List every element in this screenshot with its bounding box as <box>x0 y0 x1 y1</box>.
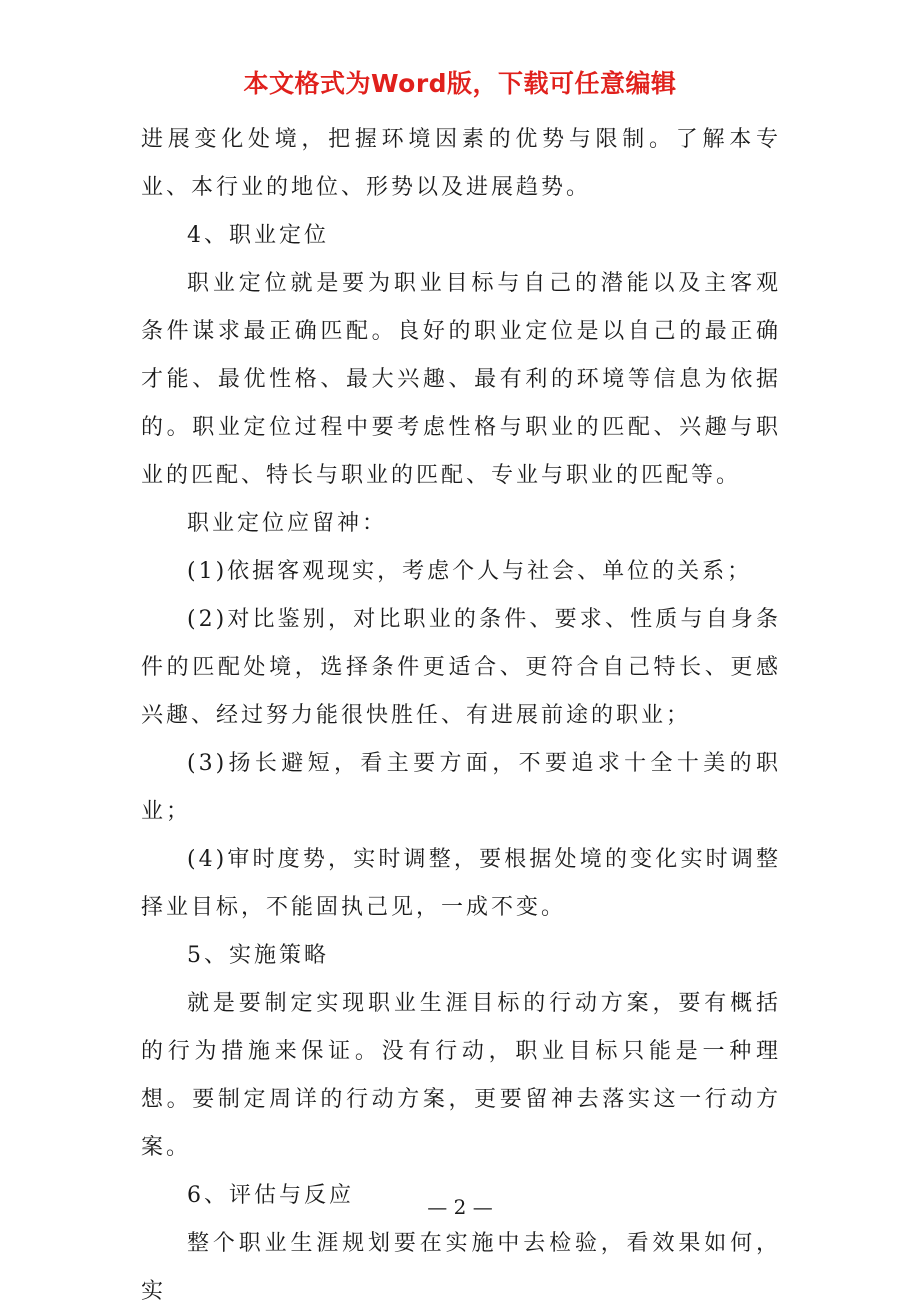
list-item: (1)依据客观现实，考虑个人与社会、单位的关系； <box>187 559 753 584</box>
section-heading-6: 6、评估与反应 <box>187 1183 354 1208</box>
section-heading-4: 4、职业定位 <box>187 223 329 248</box>
list-item: (2)对比鉴别，对比职业的条件、要求、性质与自身条件的匹配处境，选择条件更适合、更符合自己特长、更感兴趣、经过努力能很快胜任、有进展前途的职业； <box>141 607 781 728</box>
paragraph: 职业定位就是要为职业目标与自己的潜能以及主客观条件谋求最正确匹配。良好的职业定位是以自己的最正确才能、最优性格、最大兴趣、最有利的环境等信息为依据的。职业定位过程中要考虑性格与职业的匹配、兴趣与职业的匹配、特长与职业的匹配、专业与职业的匹配等。 <box>141 271 781 488</box>
paragraph: 职业定位应留神： <box>187 511 388 536</box>
paragraph: 进展变化处境，把握环境因素的优势与限制。了解本专业、本行业的地位、形势以及进展趋势。 <box>141 127 781 200</box>
list-item: (3)扬长避短，看主要方面，不要追求十全十美的职业； <box>141 751 781 824</box>
document-body <box>141 116 781 1316</box>
list-item: (4)审时度势，实时调整，要根据处境的变化实时调整择业目标，不能固执己见，一成不变。 <box>141 847 781 920</box>
download-banner: 本文格式为Word版，下载可任意编辑 <box>243 69 677 98</box>
section-heading-5: 5、实施策略 <box>187 943 329 968</box>
page-number: — 2 — <box>427 1195 493 1219</box>
paragraph: 就是要制定实现职业生涯目标的行动方案，要有概括的行为措施来保证。没有行动，职业目标只能是一种理想。要制定周详的行动方案，更要留神去落实这一行动方案。 <box>141 991 781 1160</box>
paragraph: 整个职业生涯规划要在实施中去检验，看效果如何，实 <box>141 1231 781 1304</box>
